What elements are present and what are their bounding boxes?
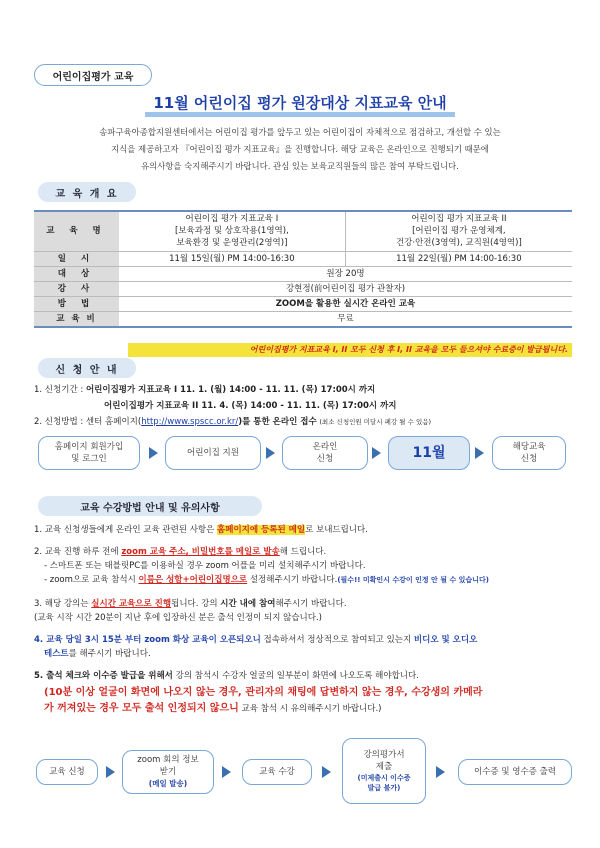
guide-item-3-sub (34, 612, 322, 625)
flow-step-apply (36, 759, 98, 785)
guide-blue-text: 4. 교육 당일 3시 15분 부터 zoom 화상 교육이 오픈되오니 (34, 635, 261, 645)
course-2-line: [어린이집 평가 운영체계, (412, 226, 506, 237)
guide-item-2-sub-2 (44, 574, 489, 587)
date-1-cell: 11월 15일(월) PM 14:00-16:30 (119, 251, 345, 266)
table-row (34, 296, 572, 311)
section-overview-title (38, 182, 136, 202)
flow-step-zoom-info (122, 750, 214, 794)
guide-item-4 (34, 634, 477, 647)
flow-step-label: 홈페이지 회원가입 및 로그인 (54, 442, 124, 464)
row-label: 방 법 (34, 296, 119, 311)
arrow-right-icon (149, 447, 158, 459)
course-1-line: 보육환경 및 운영관리(2영역)] (176, 238, 288, 249)
guide-text: 강의 참석시 수강자 얼굴의 일부분이 화면에 나오도록 해야합니다. (172, 671, 419, 681)
table-row (34, 266, 572, 281)
page-title (0, 92, 600, 113)
guide-text: 교육 참석 시 유의해주시기 바랍니다.) (238, 704, 382, 714)
guide-text: 1. 교육 신청생들에게 온라인 교육 관련된 사항은 (34, 525, 218, 535)
application-method (34, 416, 431, 429)
course-1-line: 어린이집 평가 지표교육 I (185, 214, 279, 225)
arrow-right-icon (266, 447, 275, 459)
overview-table (34, 210, 572, 328)
flow-step-attend (242, 759, 312, 785)
flow-step-sublabel: (미제출시 이수증 발급 불가) (357, 774, 411, 792)
period-course-2: 어린이집평가 지표교육 II 11. 4. (목) 14:00 - 11. 11. (목) 17:00시 까지 (104, 401, 397, 411)
application-period-2 (104, 400, 397, 413)
lecturer-cell: 강현정(前어린이집 평가 관찰자) (119, 281, 572, 296)
guide-text: 2. 교육 진행 하루 전에 (34, 547, 122, 557)
arrow-right-icon (475, 447, 484, 459)
row-label: 교 육 명 (34, 211, 119, 251)
guide-item-2 (34, 546, 326, 559)
guide-blue-text: 테스트 (44, 649, 69, 659)
guide-item-4-line-2 (44, 648, 151, 661)
flow-step-label: 교육 수강 (259, 767, 295, 777)
guide-text: 3. 해당 강의는 (34, 599, 92, 609)
method-note: (최소 신청인원 미달시 폐강 될 수 있음) (319, 418, 432, 426)
guide-bold-text: 시간 내에 참여 (220, 599, 276, 609)
guide-red-text: (10분 이상 얼굴이 화면에 나오지 않는 경우, 관리자의 채팅에 답변하지 않는 경우, 수강생의 카메라 (44, 687, 483, 698)
application-period (34, 384, 375, 397)
guide-text: 접속하셔서 정상적으로 참여되고 있는지 (260, 635, 414, 645)
guide-item-5-warning-1 (44, 685, 482, 700)
guide-item-5-warning-2 (44, 701, 381, 716)
homepage-link[interactable]: http://www.spscc.or.kr/ (141, 417, 239, 427)
target-cell: 원장 20명 (119, 266, 572, 281)
guide-item-3 (34, 598, 347, 611)
guide-item-2-sub-1 (44, 560, 366, 573)
arrow-right-icon (106, 766, 115, 778)
guide-text: 로 보내드립니다. (305, 525, 368, 535)
table-row (34, 251, 572, 266)
guide-text: 됩니다. 강의 (171, 599, 221, 609)
guide-text: 를 해주시기 바랍니다. (68, 649, 151, 659)
guide-bold-text: 5. 출석 체크와 이수증 발급을 위해서 (34, 671, 173, 681)
guide-red-text: zoom 교육 주소, 비밀번호를 메일로 발송 (121, 547, 280, 557)
flow-step-course (492, 436, 566, 470)
period-label: 1. 신청기간 : (34, 385, 86, 395)
flow-step-label: 이수증 및 영수증 출력 (473, 767, 556, 777)
section-guide-title (38, 496, 262, 516)
guide-red-text: 이름은 성함+어린이집명으로 (138, 575, 248, 585)
flow-step-label: 강의평가서 제출 (363, 750, 405, 772)
flow-step-label: 교육 신청 (49, 767, 85, 777)
flow-step-signup (38, 436, 140, 470)
section-overview-label: 교 육 개 요 (55, 188, 119, 200)
row-label: 교 육 비 (34, 311, 119, 327)
table-row (34, 281, 572, 296)
period-course-1: 어린이집평가 지표교육 I 11. 1. (월) 14:00 - 11. 11. (목) 17:00시 까지 (85, 385, 376, 395)
guide-blue-text: 비디오 및 오디오 (413, 635, 478, 645)
flow-step-certificate (458, 759, 572, 785)
section-application-title (38, 358, 136, 378)
row-label: 강 사 (34, 281, 119, 296)
guide-blue-text: (필수!! 미확인시 수강이 인정 안 될 수 있습니다) (337, 576, 489, 584)
flow-step-evaluation (342, 738, 426, 804)
guide-item-1 (34, 524, 368, 537)
course-2-line: 건강·안전(3영역), 교직원(4영역)] (395, 238, 522, 249)
arrow-right-icon (436, 766, 445, 778)
guide-red-text: 실시간 교육으로 진행 (91, 599, 172, 609)
method-label: 2. 신청방법 : 센터 홈페이지( (34, 417, 142, 427)
category-label: 어린이집평가 교육 (52, 71, 134, 83)
arrow-right-icon (322, 766, 331, 778)
guide-text: 해주시기 바랍니다. (275, 599, 347, 609)
completion-notice-text: 어린이집평가 지표교육 I, II 모두 신청 후 I, II 교육을 모두 들으셔야 수료증이 발급됩니다. (249, 345, 568, 354)
method-cell: ZOOM을 활용한 실시간 온라인 교육 (119, 296, 572, 311)
flow-step-label: 11월 (412, 445, 446, 461)
flow-step-label: 온라인 신청 (312, 442, 338, 464)
course-2-cell (345, 211, 572, 251)
row-label: 대 상 (34, 266, 119, 281)
section-guide-label: 교육 수강방법 안내 및 유의사항 (80, 502, 220, 514)
fee-cell: 무료 (119, 311, 572, 327)
flow-step-sublabel: (메일 발송) (148, 779, 188, 788)
flow-step-label: zoom 회의 정보 받기 (137, 755, 199, 777)
course-1-line: [보육과정 및 상호작용(1영역), (174, 226, 289, 237)
guide-text: 해 드립니다. (279, 547, 327, 557)
category-badge (34, 64, 152, 86)
flow-step-month (388, 436, 470, 470)
section-application-label: 신 청 안 내 (55, 364, 119, 376)
intro-text (40, 124, 560, 175)
guide-red-text: 가 꺼져있는 경우 모두 출석 인정되지 않으니 (44, 703, 239, 714)
intro-line-2: 지식을 제공하고자 『어린이집 평가 지표교육』을 진행합니다. 해당 교육은 온라인으로 진행되기 때문에 (111, 144, 489, 154)
arrow-right-icon (222, 766, 231, 778)
course-2-line: 어린이집 평가 지표교육 II (411, 214, 507, 225)
guide-highlight: 홈페이지에 등록된 메일 (217, 525, 306, 535)
row-label: 일 시 (34, 251, 119, 266)
completion-notice (128, 343, 572, 357)
arrow-right-icon (372, 447, 381, 459)
intro-line-3: 유의사항을 숙지해주시기 바랍니다. 관심 있는 보육교직원들의 많은 참여 부탁드립니다. (141, 161, 459, 171)
method-rest: )를 통한 온라인 접수 (238, 417, 317, 427)
course-1-cell (119, 211, 345, 251)
guide-text: - zoom으로 교육 참석시 (44, 575, 139, 585)
guide-item-5 (34, 670, 419, 683)
flow-step-online (282, 436, 368, 470)
flow-step-label: 해당교육 신청 (512, 442, 546, 464)
flow-step-support (165, 436, 261, 470)
intro-line-1: 송파구육아종합지원센터에서는 어린이집 평가를 앞두고 있는 어린이집이 자체적으로 점검하고, 개선할 수 있는 (99, 127, 501, 137)
table-row (34, 311, 572, 327)
guide-text: 설정해주시기 바랍니다. (247, 575, 338, 585)
flow-step-label: 어린이집 지원 (187, 448, 239, 458)
guide-text: (교육 시작 시간 20분이 지난 후에 입장하신 분은 출석 인정이 되지 않습니다.) (34, 613, 322, 623)
guide-text: - 스마트폰 또는 태블릿PC를 이용하실 경우 zoom 어플을 미리 설치해주시기 바랍니다. (44, 561, 366, 571)
page-title-text: 11월 어린이집 평가 원장대상 지표교육 안내 (145, 94, 454, 117)
date-2-cell: 11월 22일(월) PM 14:00-16:30 (345, 251, 572, 266)
table-row (34, 211, 572, 251)
